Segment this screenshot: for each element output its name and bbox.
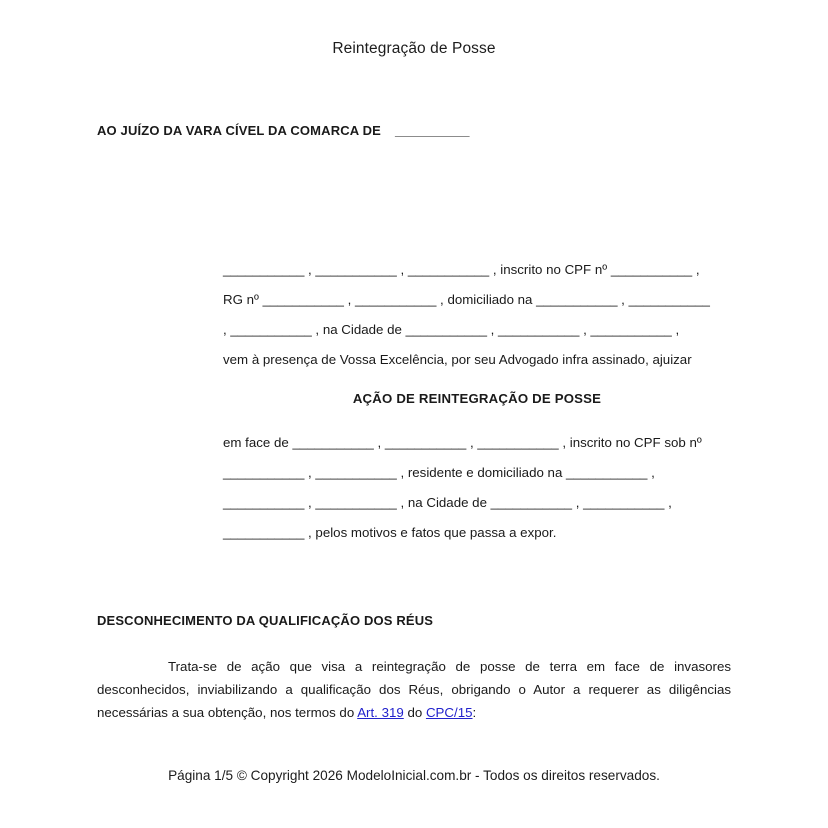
page-footer: Página 1/5 © Copyright 2026 ModeloInicial.com.br - Todos os direitos reservados. — [168, 768, 660, 783]
defendant-line-3: ___________ , ___________ , na Cidade de ___________ , ___________ , — [223, 495, 672, 510]
plaintiff-line-2: RG nº ___________ , ___________ , domiciliado na ___________ , ___________ — [223, 292, 710, 307]
defendant-line-1: em face de ___________ , ___________ , ___________ , inscrito no CPF sob nº — [223, 435, 702, 450]
plaintiff-qualification-block — [223, 255, 731, 375]
defendant-line-2: ___________ , ___________ , residente e domiciliado na ___________ , — [223, 465, 655, 480]
body-paragraph — [97, 655, 731, 724]
body-text-part-2: : — [472, 705, 477, 720]
body-text-part-1: Trata-se de ação que visa a reintegração de posse de terra em face de invasores desconhecidos, inviabilizando a qualificação dos Réus, obrigando o Autor a requerer as diligências necessárias a sua obtenção, nos termos do — [97, 659, 731, 720]
action-heading: AÇÃO DE REINTEGRAÇÃO DE POSSE — [352, 391, 602, 406]
defendant-line-4: ___________ , pelos motivos e fatos que passa a expor. — [223, 525, 557, 540]
plaintiff-line-4: vem à presença de Vossa Excelência, por seu Advogado infra assinado, ajuizar — [223, 352, 692, 367]
court-comarca-blank[interactable]: ___________ — [394, 123, 469, 138]
section-title-desconhecimento: DESCONHECIMENTO DA QUALIFICAÇÃO DOS RÉUS — [97, 613, 434, 628]
link-art-319[interactable]: Art. 319 — [357, 705, 404, 720]
court-addressing-label: AO JUÍZO DA VARA CÍVEL DA COMARCA DE — [97, 123, 381, 138]
plaintiff-line-3: , ___________ , na Cidade de ___________ , ___________ , ___________ , — [223, 322, 680, 337]
defendant-qualification-block — [223, 428, 731, 548]
court-addressing-line — [97, 122, 469, 140]
document-title: Reintegração de Posse — [332, 40, 496, 57]
body-text-between-links: do — [403, 705, 426, 720]
link-cpc-15[interactable]: CPC/15 — [425, 705, 473, 720]
plaintiff-line-1: ___________ , ___________ , ___________ , inscrito no CPF nº ___________ , — [223, 262, 700, 277]
